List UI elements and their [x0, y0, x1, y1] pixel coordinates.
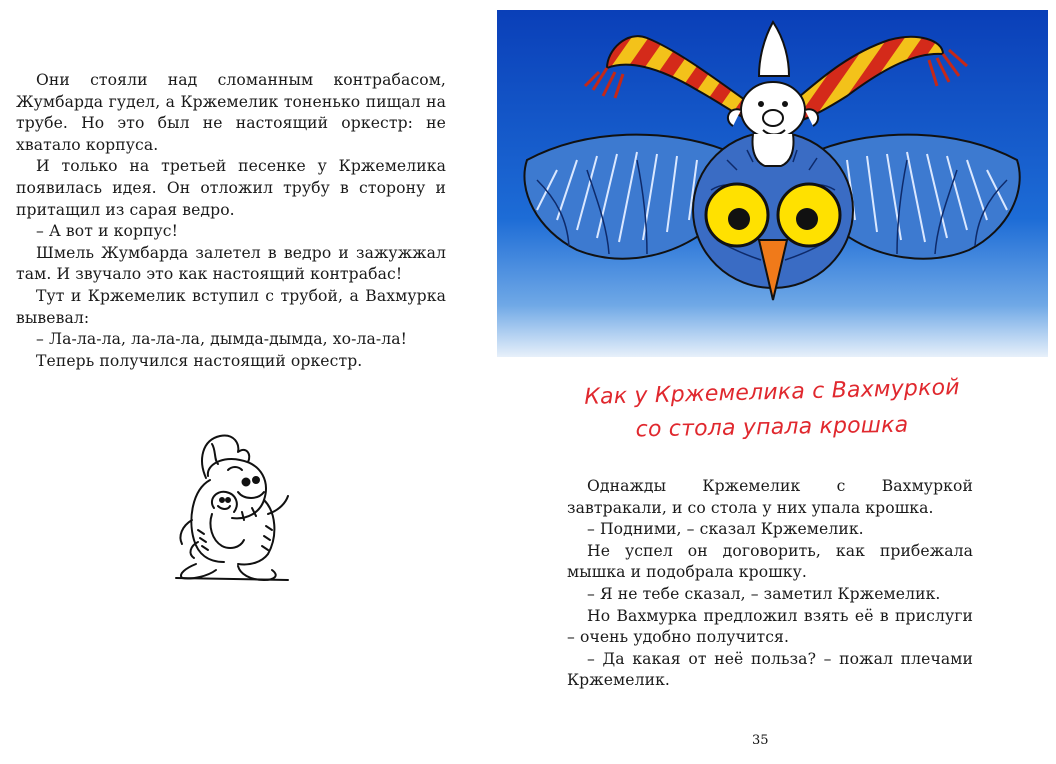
paragraph: Не успел он договорить, как прибежала мышка и подобрала крошку. [567, 541, 973, 582]
right-page [497, 0, 1056, 764]
gnome-sketch-icon [168, 430, 296, 585]
paragraph: И только на третьей песенке у Кржемелика появилась идея. Он отложил трубу в сторону и притащил из сарая ведро. [16, 157, 446, 219]
paragraph: Однажды Кржемелик с Вахмуркой завтракали, и со стола у них упала крошка. [567, 477, 973, 517]
chapter-title-line1: Как у Кржемелика с Вахмуркой [583, 375, 961, 410]
chapter-title-line2: со стола упала крошка [635, 412, 909, 443]
paragraph: – Ла-ла-ла, ла-ла-ла, дымда-дымда, хо-ла-ла! [36, 330, 408, 349]
page-number: 35 [752, 733, 769, 748]
left-page [0, 0, 497, 764]
paragraph: Шмель Жумбарда залетел в ведро и зажужжал там. И звучало это как настоящий контрабас! [16, 243, 446, 284]
paragraph: – Да какая от неё польза? – пожал плечами Кржемелик. [567, 649, 973, 690]
paragraph: Они стояли над сломанным контрабасом, Жумбарда гудел, а Кржемелик тоненько пищал на трубе. Но это был не настоящий оркестр: не хватало корпуса. [16, 71, 446, 154]
paragraph: – А вот и корпус! [36, 222, 179, 241]
owl-flying-with-gnome-icon [497, 10, 1048, 357]
chapter-title [537, 376, 1007, 444]
paragraph: Но Вахмурка предложил взять её в прислуги – очень удобно получится. [567, 606, 973, 647]
left-page-text [16, 70, 446, 372]
paragraph: – Я не тебе сказал, – заметил Кржемелик. [587, 584, 941, 603]
right-page-text [567, 476, 973, 692]
paragraph: – Подними, – сказал Кржемелик. [587, 520, 864, 539]
paragraph: Тут и Кржемелик вступил с трубой, а Вахмурка вывевал: [16, 286, 446, 327]
paragraph: Теперь получился настоящий оркестр. [36, 351, 363, 370]
